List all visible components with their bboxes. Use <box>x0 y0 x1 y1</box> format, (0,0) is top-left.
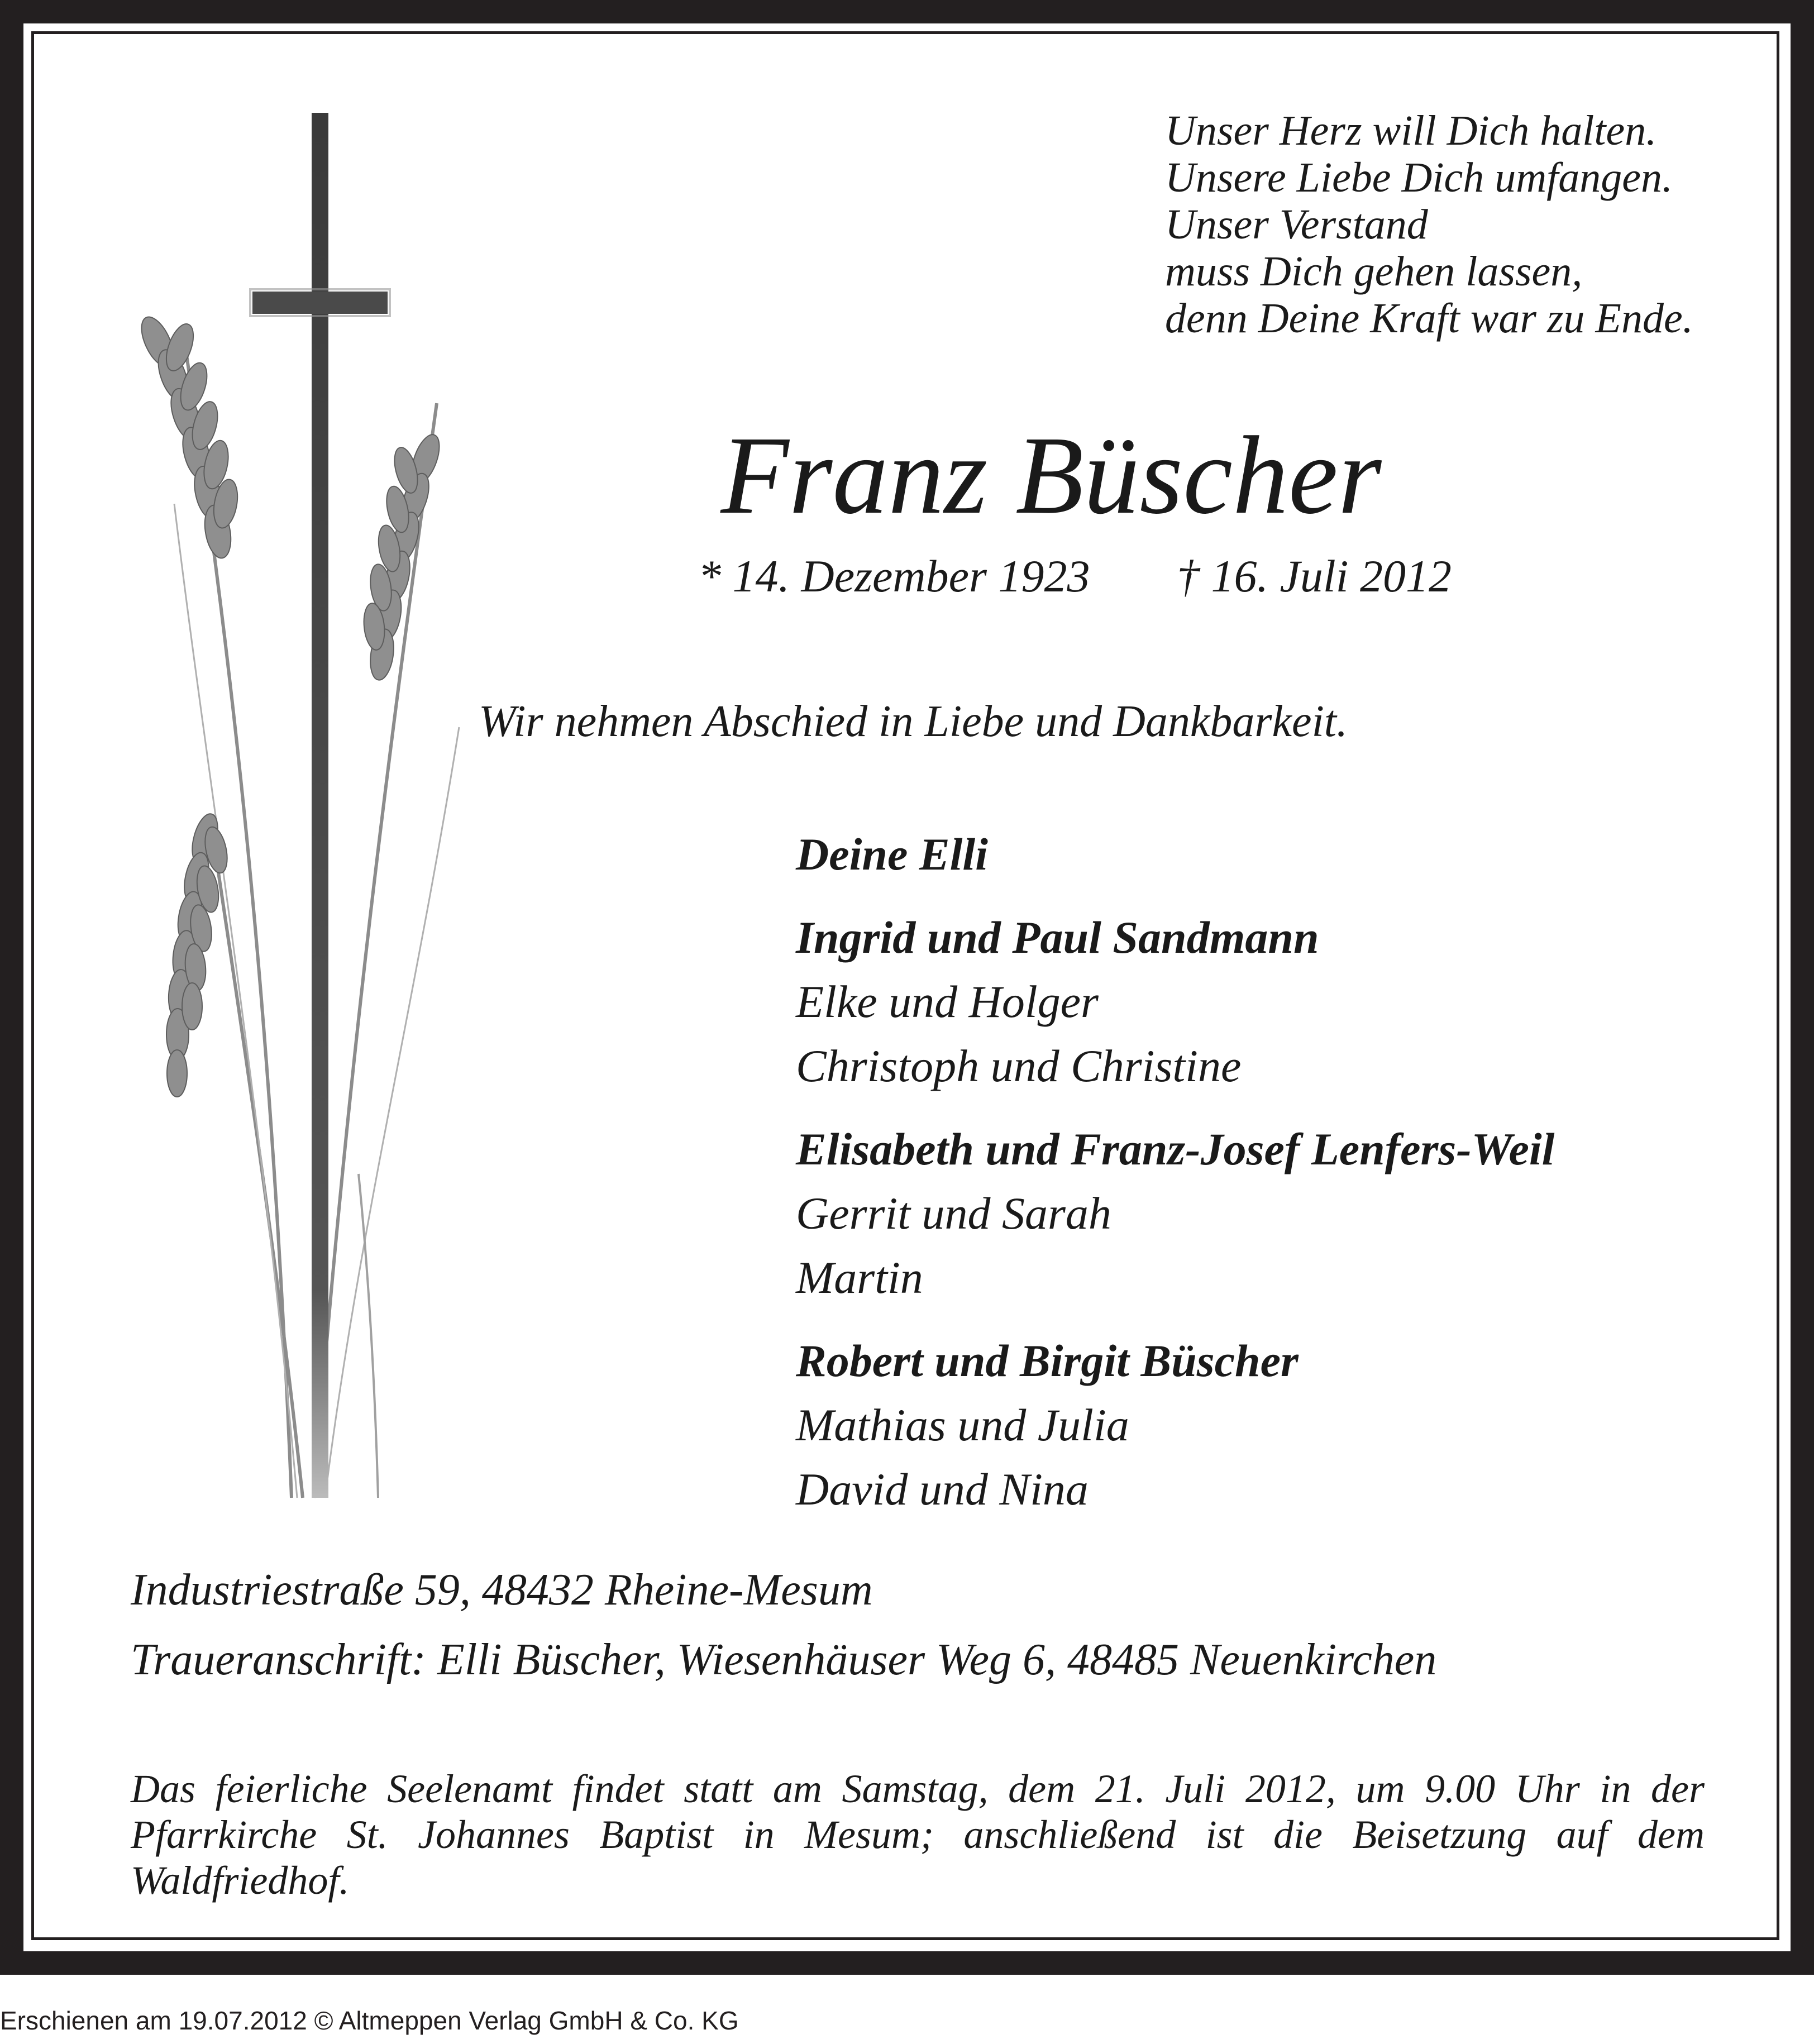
notice-paper <box>23 23 1791 1951</box>
poem-line: denn Deine Kraft war zu Ende. <box>1165 295 1693 342</box>
mourner-member: Elke und Holger <box>796 976 1099 1027</box>
death-date: † 16. Juli 2012 <box>1177 551 1452 601</box>
wheat-ear-left-lower <box>166 811 231 1097</box>
mourner-member: David und Nina <box>796 1464 1089 1515</box>
mourner-member: Martin <box>796 1252 923 1303</box>
poem-line: Unser Herz will Dich halten. <box>1165 107 1657 154</box>
poem <box>1165 107 1693 342</box>
obituary-notice <box>23 23 1791 1951</box>
farewell-line: Wir nehmen Abschied in Liebe und Dankbarkeit. <box>479 697 1348 746</box>
cross-wheat-illustration <box>124 113 493 1520</box>
service-announcement: Das feierliche Seelenamt findet statt am Samstag, dem 21. Juli 2012, um 9.00 Uhr in der Pfarrkirche St. Johannes Baptist in Mesum; anschließend ist die Beisetzung auf dem Waldfriedhof. <box>131 1766 1705 1903</box>
deceased-name: Franz Büscher <box>720 414 1382 537</box>
mourning-address: Traueranschrift: Elli Büscher, Wiesenhäuser Weg 6, 48485 Neuenkirchen <box>131 1635 1437 1684</box>
poem-line: Unser Verstand <box>1165 201 1428 248</box>
mourners-list <box>796 822 1768 1521</box>
birth-date: * 14. Dezember 1923 <box>698 551 1090 601</box>
home-address: Industriestraße 59, 48432 Rheine-Mesum <box>131 1565 873 1615</box>
mourner-head: Elisabeth und Franz-Josef Lenfers-Weil <box>796 1124 1555 1174</box>
publication-footer: Erschienen am 19.07.2012 © Altmeppen Verlag GmbH & Co. KG <box>0 2006 739 2035</box>
mourner-member: Christoph und Christine <box>796 1040 1242 1091</box>
mourner-head: Deine Elli <box>796 829 988 880</box>
wheat-ear-left-upper <box>135 312 241 560</box>
mourner-member: Mathias und Julia <box>796 1400 1129 1450</box>
poem-line: Unsere Liebe Dich umfangen. <box>1165 154 1673 201</box>
poem-line: muss Dich gehen lassen, <box>1165 248 1583 295</box>
mourner-member: Gerrit und Sarah <box>796 1188 1111 1239</box>
mourner-head: Ingrid und Paul Sandmann <box>796 912 1319 963</box>
mourner-head: Robert und Birgit Büscher <box>796 1335 1299 1386</box>
